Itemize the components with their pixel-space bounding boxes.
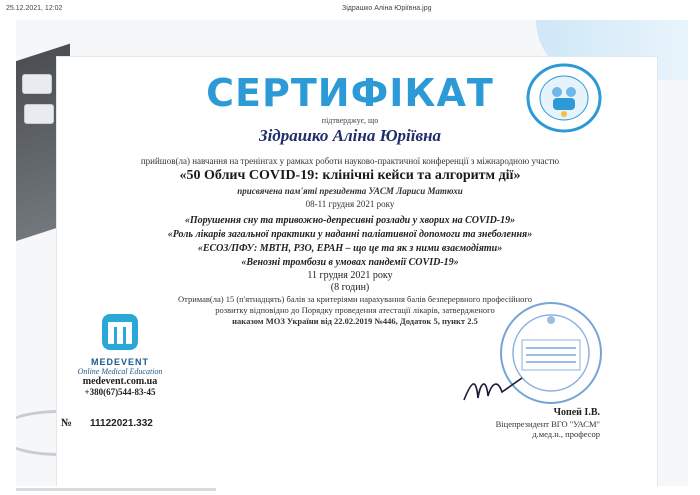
certificate-subtitle: підтверджує, що bbox=[321, 116, 379, 125]
print-header bbox=[0, 0, 700, 18]
session-hours: (8 годин) bbox=[330, 282, 370, 293]
conference-title: «50 Облич COVID-19: клінічні кейси та алгоритм дії» bbox=[179, 168, 521, 183]
certificate-number: 11122021.332 bbox=[90, 418, 153, 429]
organizer-phone: +380(67)544-83-45 bbox=[84, 387, 156, 397]
certificate-title: СЕРТИФІКАТ bbox=[206, 71, 494, 115]
recipient-name: Зідрашко Аліна Юріївна bbox=[258, 126, 442, 145]
signatory-degree: д.мед.н., професор bbox=[532, 429, 600, 439]
print-footer-line bbox=[16, 488, 216, 491]
signatory-position: Віцепрезидент ВГО "УАСМ" bbox=[495, 419, 600, 429]
points-text: розвитку відповідно до Порядку проведення атестації лікарів, затвердженого bbox=[215, 305, 495, 315]
topic-item: «Порушення сну та тривожно-депресивні розлади у хворих на COVID-19» bbox=[184, 215, 516, 226]
print-datetime: 25.12.2021, 12:02 bbox=[6, 5, 63, 12]
points-order: наказом МОЗ України від 22.02.2019 №446, Додаток 5, пункт 2.5 bbox=[232, 316, 478, 326]
certificate-number-label: № bbox=[61, 417, 73, 429]
signatory-name: Чопей І.В. bbox=[553, 407, 600, 418]
print-filename: Зідрашко Аліна Юріївна.jpg bbox=[342, 5, 432, 12]
topic-item: «Венозні тромбози в умовах пандемії COVID-19» bbox=[241, 257, 459, 268]
points-text: Отримав(ла) 15 (п'ятнадцять) балів за критеріями нарахування балів безперервного професійного bbox=[178, 294, 532, 304]
dedication-text: присвячена пам'яті президента УАСМ Лариси Матюхи bbox=[237, 186, 463, 196]
topic-item: «ЕСОЗ/ПФУ: МВТН, РЗО, ЕРАН – що це та як з ними взаємодіяти» bbox=[197, 243, 503, 254]
brand-tagline: Online Medical Education bbox=[77, 367, 163, 376]
topic-item: «Роль лікарів загальної практики у наданні паліативної допомоги та знеболення» bbox=[167, 229, 533, 240]
medevent-logo-icon bbox=[100, 312, 140, 356]
conference-dates: 08-11 грудня 2021 року bbox=[305, 199, 395, 209]
organizer-website: medevent.com.ua bbox=[82, 376, 158, 387]
brand-name: MEDEVENT bbox=[90, 357, 149, 367]
signature-icon bbox=[458, 370, 528, 406]
session-date: 11 грудня 2021 року bbox=[307, 270, 393, 281]
participation-text: прийшов(ла) навчання на тренінгах у рамках роботи науково-практичної конференції з міжнародною участю bbox=[140, 156, 560, 166]
